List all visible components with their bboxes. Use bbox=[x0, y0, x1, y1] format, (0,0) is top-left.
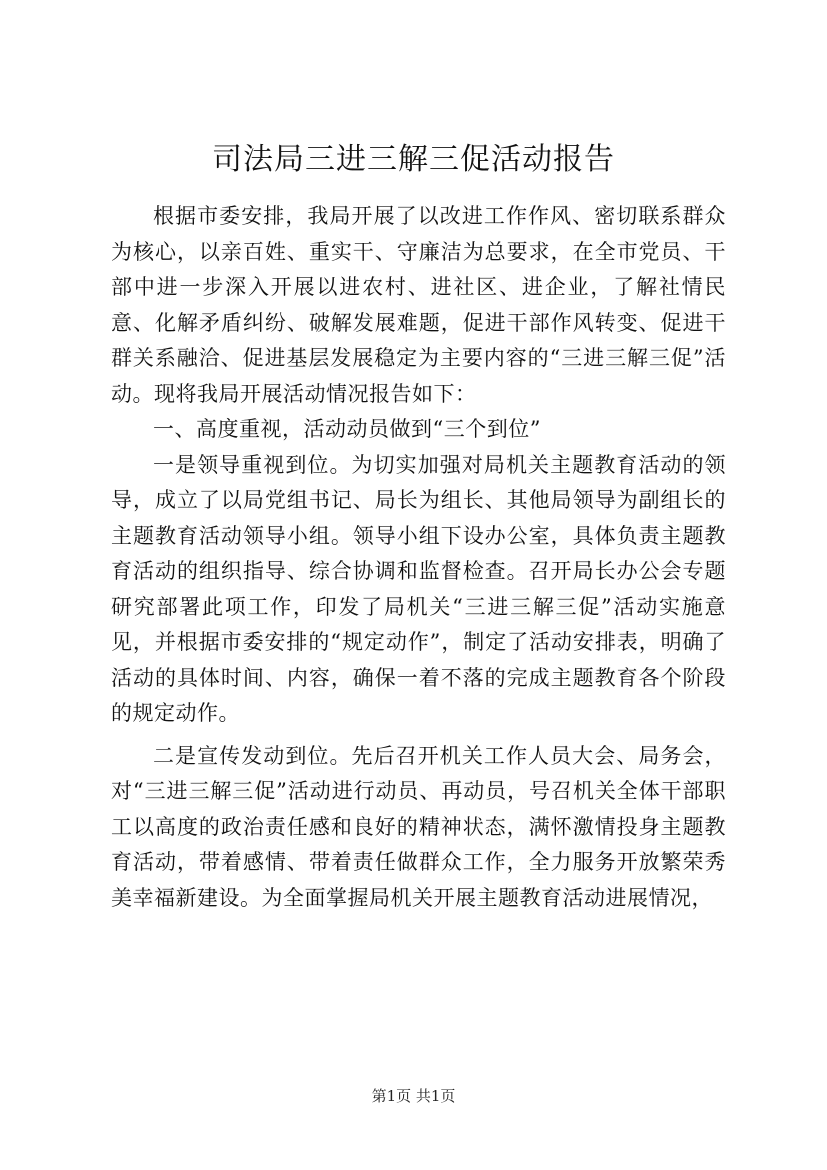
document-body bbox=[111, 199, 726, 916]
paragraph-publicity: 二是宣传发动到位。先后召开机关工作人员大会、局务会，对“三进三解三促”活动进行动员、再动员，号召机关全体干部职工以高度的政治责任感和良好的精神状态，满怀激情投身主题教育活动，带着感情、带着责任做群众工作，全力服务开放繁荣秀美幸福新建设。为全面掌握局机关开展主题教育活动进展情况， bbox=[111, 743, 726, 910]
paragraph-intro: 根据市委安排，我局开展了以改进工作作风、密切联系群众为核心，以亲百姓、重实干、守廉洁为总要求，在全市党员、干部中进一步深入开展以进农村、进社区、进企业，了解社情民意、化解矛盾纠纷、破解发展难题，促进干部作风转变、促进干群关系融洽、促进基层发展稳定为主要内容的“三进三解三促”活动。现将我局开展活动情况报告如下： bbox=[111, 204, 726, 406]
paragraph-leadership: 一是领导重视到位。为切实加强对局机关主题教育活动的领导，成立了以局党组书记、局长为组长、其他局领导为副组长的主题教育活动领导小组。领导小组下设办公室，具体负责主题教育活动的组织指导、综合协调和监督检查。召开局长办公会专题研究部署此项工作，印发了局机关“三进三解三促”活动实施意见，并根据市委安排的“规定动作”，制定了活动安排表，明确了活动的具体时间、内容，确保一着不落的完成主题教育各个阶段的规定动作。 bbox=[111, 452, 726, 725]
page-footer: 第1页 共1页 bbox=[371, 1087, 456, 1105]
section-heading-1: 一、高度重视，活动动员做到“三个到位” bbox=[153, 417, 541, 441]
document-title: 司法局三进三解三促活动报告 bbox=[212, 142, 615, 177]
